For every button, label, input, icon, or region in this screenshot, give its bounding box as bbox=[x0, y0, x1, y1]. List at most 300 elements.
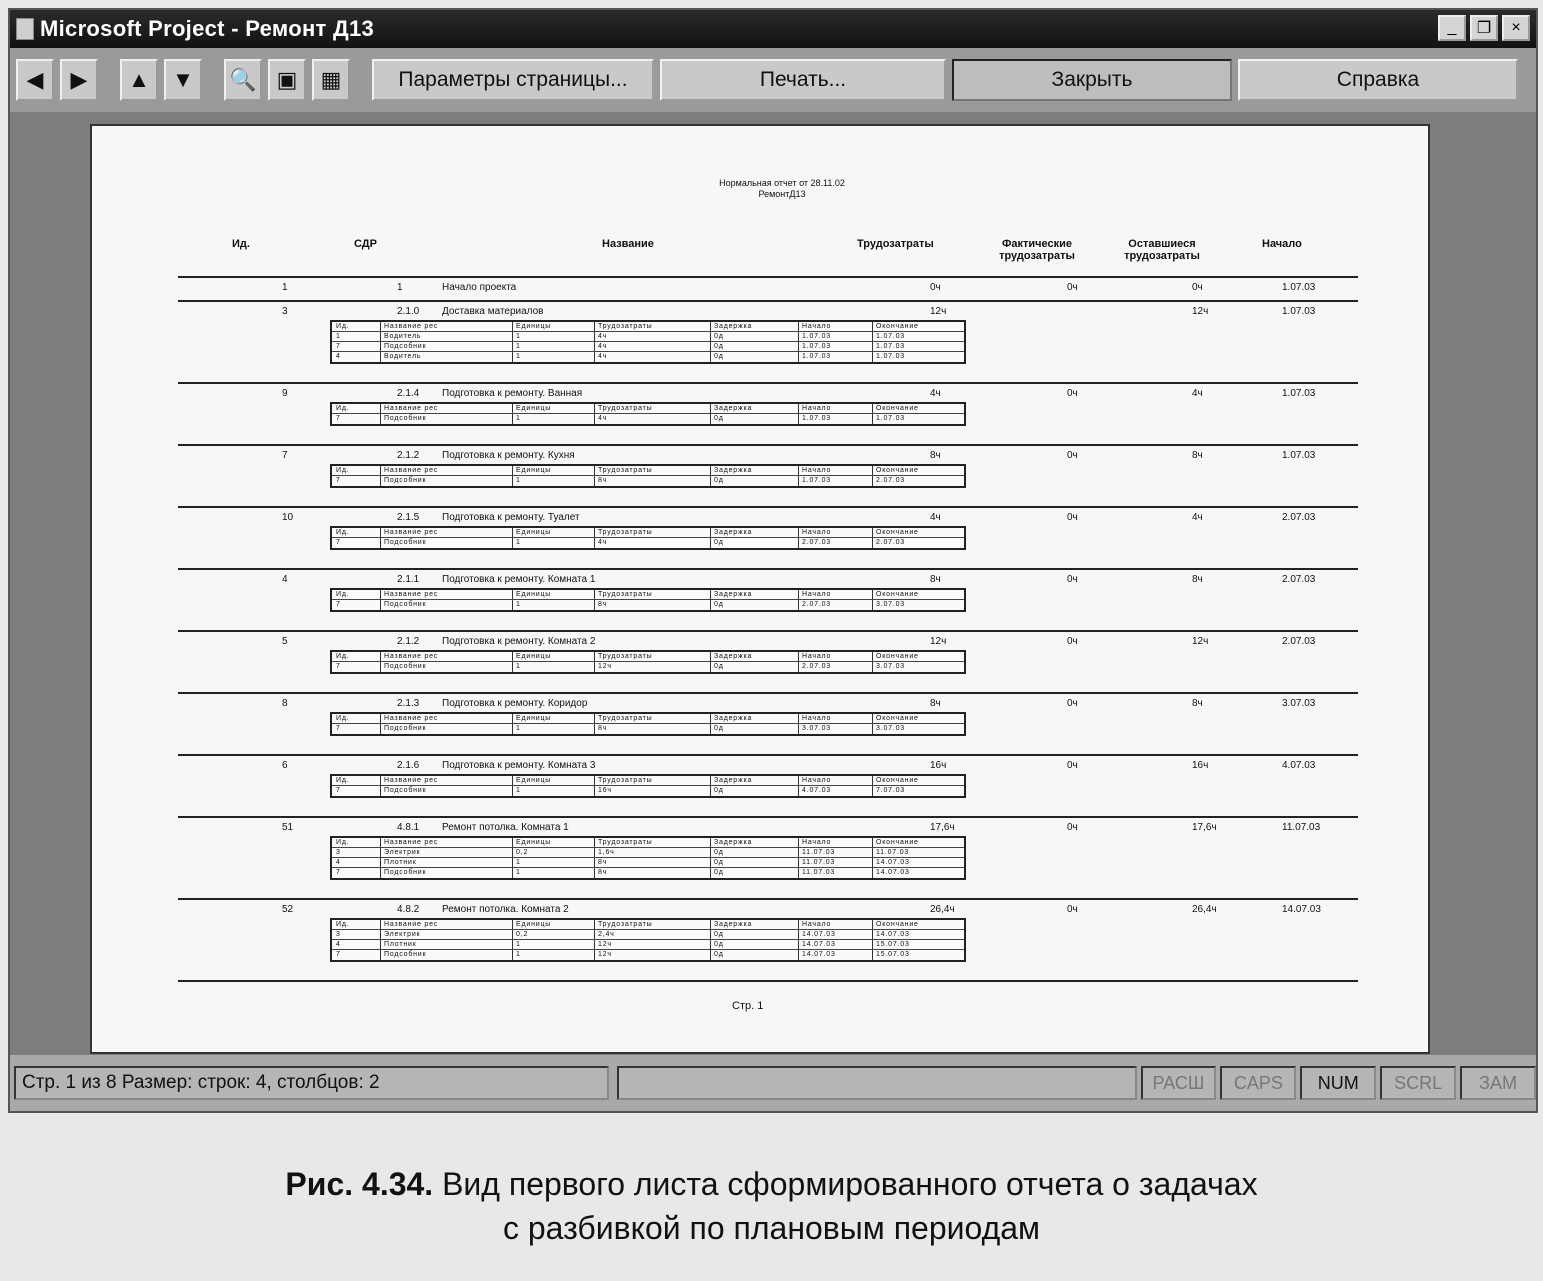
task-work: 0ч bbox=[930, 282, 941, 293]
assignment-cell: 11.07.03 bbox=[802, 859, 836, 866]
page-setup-button[interactable]: Параметры страницы... bbox=[372, 59, 654, 101]
assignment-cell: 14.07.03 bbox=[802, 941, 836, 948]
task-wbs: 2.1.5 bbox=[397, 512, 420, 523]
assignment-cell: Трудозатраты bbox=[598, 777, 653, 784]
assignment-row bbox=[332, 332, 964, 342]
assignment-cell: 2.07.03 bbox=[802, 663, 831, 670]
assignment-table bbox=[330, 918, 966, 962]
header-name: Название bbox=[602, 238, 654, 250]
assignment-cell: Трудозатраты bbox=[598, 715, 653, 722]
assignment-cell: 14.07.03 bbox=[876, 869, 910, 876]
assignment-cell: Ид. bbox=[336, 777, 350, 784]
assignment-header-row bbox=[332, 404, 964, 414]
assignment-cell: Ид. bbox=[336, 653, 350, 660]
task-work: 8ч bbox=[930, 574, 941, 585]
assignment-cell: 0д bbox=[714, 859, 724, 866]
assignment-cell: 1 bbox=[516, 415, 521, 422]
task-wbs: 1 bbox=[397, 282, 403, 293]
task-work: 4ч bbox=[930, 512, 941, 523]
assignment-table bbox=[330, 464, 966, 488]
assignment-header-row bbox=[332, 466, 964, 476]
assignment-cell: Название рес bbox=[384, 653, 439, 660]
assignment-cell: 0д bbox=[714, 787, 724, 794]
assignment-cell: Начало bbox=[802, 839, 832, 846]
header-work: Трудозатраты bbox=[857, 238, 934, 250]
assignment-cell: 0,2 bbox=[516, 849, 529, 856]
assignment-cell: 3.07.03 bbox=[876, 725, 905, 732]
assignment-cell: Ид. bbox=[336, 529, 350, 536]
assignment-cell: Подсобник bbox=[384, 539, 427, 546]
assignment-cell: 1 bbox=[516, 343, 521, 350]
assignment-cell: 0д bbox=[714, 931, 724, 938]
assignment-cell: 1 bbox=[516, 951, 521, 958]
assignment-cell: Задержка bbox=[714, 653, 753, 660]
assignment-header-row bbox=[332, 322, 964, 332]
report-title-line1: Нормальная отчет от 28.11.02 bbox=[719, 178, 845, 188]
assignment-cell: Подсобник bbox=[384, 869, 427, 876]
assignment-row bbox=[332, 538, 964, 547]
task-work: 26,4ч bbox=[930, 904, 955, 915]
indicator-ovr: ЗАМ bbox=[1460, 1066, 1536, 1100]
assignment-cell: Задержка bbox=[714, 839, 753, 846]
assignment-cell: Начало bbox=[802, 323, 832, 330]
task-wbs: 2.1.2 bbox=[397, 636, 420, 647]
header-actual: Фактические трудозатраты bbox=[999, 238, 1075, 262]
assignment-cell: 0д bbox=[714, 333, 724, 340]
assignment-cell: 7 bbox=[336, 343, 341, 350]
assignment-cell: 3.07.03 bbox=[802, 725, 831, 732]
task-remaining: 8ч bbox=[1192, 574, 1203, 585]
assignment-cell: 14.07.03 bbox=[802, 931, 836, 938]
assignment-table bbox=[330, 712, 966, 736]
minimize-button[interactable]: _ bbox=[1438, 15, 1466, 41]
assignment-cell: 3 bbox=[336, 849, 341, 856]
assignment-cell: 7 bbox=[336, 869, 341, 876]
task-actual: 0ч bbox=[1067, 822, 1078, 833]
assignment-row bbox=[332, 662, 964, 671]
caption-line2: с разбивкой по плановым периодам bbox=[502, 1210, 1041, 1246]
task-id: 9 bbox=[282, 388, 288, 399]
assignment-cell: Плотник bbox=[384, 941, 417, 948]
assignment-cell: Название рес bbox=[384, 405, 439, 412]
task-start: 14.07.03 bbox=[1282, 904, 1321, 915]
task-work: 4ч bbox=[930, 388, 941, 399]
assignment-header-row bbox=[332, 652, 964, 662]
assignment-cell: 1 bbox=[516, 663, 521, 670]
assignment-cell: Водитель bbox=[384, 353, 422, 360]
assignment-cell: Название рес bbox=[384, 839, 439, 846]
assignment-cell: Задержка bbox=[714, 777, 753, 784]
assignment-cell: Начало bbox=[802, 405, 832, 412]
assignment-cell: 1 bbox=[516, 787, 521, 794]
app-window bbox=[8, 8, 1538, 1113]
arrow-down-icon[interactable]: ▼ bbox=[164, 59, 202, 101]
assignment-row bbox=[332, 858, 964, 868]
assignment-cell: 2.07.03 bbox=[876, 539, 905, 546]
arrow-left-icon[interactable]: ◀ bbox=[16, 59, 54, 101]
task-id: 8 bbox=[282, 698, 288, 709]
task-separator bbox=[178, 816, 1358, 818]
assignment-cell: Ид. bbox=[336, 467, 350, 474]
task-id: 1 bbox=[282, 282, 288, 293]
task-id: 51 bbox=[282, 822, 294, 833]
assignment-cell: Задержка bbox=[714, 529, 753, 536]
assignment-cell: 1.07.03 bbox=[876, 343, 905, 350]
assignment-cell: 15.07.03 bbox=[876, 951, 910, 958]
caption-line1: Вид первого листа сформированного отчета о задачах bbox=[442, 1166, 1258, 1202]
assignment-cell: Задержка bbox=[714, 715, 753, 722]
assignment-cell: Подсобник bbox=[384, 343, 427, 350]
assignment-row bbox=[332, 724, 964, 733]
assignment-cell: 8ч bbox=[598, 601, 608, 608]
task-remaining: 4ч bbox=[1192, 388, 1203, 399]
assignment-cell: Задержка bbox=[714, 591, 753, 598]
assignment-header-row bbox=[332, 528, 964, 538]
assignment-row bbox=[332, 476, 964, 485]
task-separator bbox=[178, 382, 1358, 384]
print-button[interactable]: Печать... bbox=[660, 59, 946, 101]
status-bar bbox=[10, 1055, 1536, 1111]
restore-button[interactable]: ❐ bbox=[1470, 15, 1498, 41]
task-remaining: 8ч bbox=[1192, 450, 1203, 461]
assignment-cell: 3 bbox=[336, 931, 341, 938]
assignment-cell: 4 bbox=[336, 941, 341, 948]
assignment-header-row bbox=[332, 590, 964, 600]
task-actual: 0ч bbox=[1067, 574, 1078, 585]
indicator-caps: CAPS bbox=[1220, 1066, 1296, 1100]
assignment-cell: Единицы bbox=[516, 405, 552, 412]
task-work: 8ч bbox=[930, 450, 941, 461]
assignment-cell: Название рес bbox=[384, 467, 439, 474]
indicator-ext: РАСШ bbox=[1141, 1066, 1217, 1100]
assignment-cell: 11.07.03 bbox=[802, 869, 836, 876]
assignment-cell: Ид. bbox=[336, 405, 350, 412]
task-remaining: 12ч bbox=[1192, 636, 1209, 647]
task-work: 16ч bbox=[930, 760, 947, 771]
task-start: 1.07.03 bbox=[1282, 282, 1316, 293]
assignment-cell: Подсобник bbox=[384, 415, 427, 422]
task-separator bbox=[178, 692, 1358, 694]
assignment-cell: 2.07.03 bbox=[876, 477, 905, 484]
preview-area[interactable] bbox=[10, 112, 1536, 1055]
assignment-cell: 0д bbox=[714, 353, 724, 360]
task-work: 17,6ч bbox=[930, 822, 955, 833]
assignment-cell: 1 bbox=[516, 601, 521, 608]
assignment-row bbox=[332, 848, 964, 858]
task-work: 8ч bbox=[930, 698, 941, 709]
header-wbs: СДР bbox=[354, 238, 377, 250]
assignment-cell: Ид. bbox=[336, 921, 350, 928]
assignment-cell: 4ч bbox=[598, 333, 608, 340]
assignment-cell: Единицы bbox=[516, 323, 552, 330]
assignment-cell: Трудозатраты bbox=[598, 529, 653, 536]
multi-page-icon[interactable]: ▦ bbox=[312, 59, 350, 101]
task-name: Ремонт потолка. Комната 2 bbox=[442, 904, 569, 915]
assignment-cell: Единицы bbox=[516, 715, 552, 722]
arrow-up-icon[interactable]: ▲ bbox=[120, 59, 158, 101]
report-page bbox=[90, 124, 1430, 1054]
assignment-cell: Единицы bbox=[516, 653, 552, 660]
assignment-cell: Подсобник bbox=[384, 787, 427, 794]
task-work: 12ч bbox=[930, 306, 947, 317]
assignment-cell: Окончание bbox=[876, 529, 919, 536]
assignment-cell: Водитель bbox=[384, 333, 422, 340]
assignment-cell: 7 bbox=[336, 539, 341, 546]
assignment-cell: Трудозатраты bbox=[598, 921, 653, 928]
assignment-table bbox=[330, 588, 966, 612]
assignment-cell: 7 bbox=[336, 787, 341, 794]
task-separator bbox=[178, 276, 1358, 278]
assignment-cell: Единицы bbox=[516, 467, 552, 474]
task-start: 2.07.03 bbox=[1282, 636, 1316, 647]
assignment-cell: 4ч bbox=[598, 343, 608, 350]
assignment-cell: Ид. bbox=[336, 715, 350, 722]
assignment-cell: 1.07.03 bbox=[802, 415, 831, 422]
assignment-header-row bbox=[332, 714, 964, 724]
assignment-row bbox=[332, 786, 964, 795]
assignment-cell: Трудозатраты bbox=[598, 839, 653, 846]
assignment-cell: Название рес bbox=[384, 921, 439, 928]
task-start: 1.07.03 bbox=[1282, 450, 1316, 461]
assignment-table bbox=[330, 402, 966, 426]
task-id: 7 bbox=[282, 450, 288, 461]
assignment-cell: 4ч bbox=[598, 539, 608, 546]
assignment-cell: Окончание bbox=[876, 715, 919, 722]
task-wbs: 2.1.6 bbox=[397, 760, 420, 771]
window-title: Microsoft Project - Ремонт Д13 bbox=[40, 16, 375, 41]
assignment-cell: Начало bbox=[802, 715, 832, 722]
assignment-cell: 1,6ч bbox=[598, 849, 615, 856]
assignment-cell: 0д bbox=[714, 941, 724, 948]
task-name: Подготовка к ремонту. Коридор bbox=[442, 698, 588, 709]
assignment-cell: Единицы bbox=[516, 591, 552, 598]
assignment-cell: Подсобник bbox=[384, 951, 427, 958]
assignment-cell: 14.07.03 bbox=[876, 859, 910, 866]
assignment-cell: 0д bbox=[714, 477, 724, 484]
task-name: Подготовка к ремонту. Комната 3 bbox=[442, 760, 596, 771]
report-title-line2: РемонтД13 bbox=[758, 189, 806, 199]
assignment-cell: 0д bbox=[714, 951, 724, 958]
assignment-cell: 2,4ч bbox=[598, 931, 615, 938]
assignment-table bbox=[330, 320, 966, 364]
assignment-cell: 7.07.03 bbox=[876, 787, 905, 794]
assignment-cell: 1.07.03 bbox=[802, 353, 831, 360]
help-button[interactable]: Справка bbox=[1238, 59, 1518, 101]
close-window-button[interactable]: × bbox=[1502, 15, 1530, 41]
report-end-line bbox=[178, 980, 1358, 982]
task-work: 12ч bbox=[930, 636, 947, 647]
page-number: Стр. 1 bbox=[732, 1000, 764, 1012]
task-id: 3 bbox=[282, 306, 288, 317]
assignment-cell: Плотник bbox=[384, 859, 417, 866]
assignment-cell: Окончание bbox=[876, 921, 919, 928]
task-actual: 0ч bbox=[1067, 388, 1078, 399]
assignment-cell: Единицы bbox=[516, 777, 552, 784]
task-remaining: 16ч bbox=[1192, 760, 1209, 771]
assignment-cell: 0д bbox=[714, 415, 724, 422]
title-bar bbox=[10, 10, 1536, 48]
one-page-icon[interactable]: ▣ bbox=[268, 59, 306, 101]
task-remaining: 12ч bbox=[1192, 306, 1209, 317]
assignment-cell: Подсобник bbox=[384, 663, 427, 670]
assignment-row bbox=[332, 352, 964, 361]
task-name: Подготовка к ремонту. Туалет bbox=[442, 512, 580, 523]
task-id: 10 bbox=[282, 512, 294, 523]
task-start: 2.07.03 bbox=[1282, 574, 1316, 585]
task-start: 3.07.03 bbox=[1282, 698, 1316, 709]
assignment-table bbox=[330, 650, 966, 674]
assignment-cell: Подсобник bbox=[384, 477, 427, 484]
assignment-cell: 1.07.03 bbox=[802, 343, 831, 350]
assignment-cell: 14.07.03 bbox=[876, 931, 910, 938]
assignment-cell: 3.07.03 bbox=[876, 601, 905, 608]
assignment-cell: Название рес bbox=[384, 591, 439, 598]
assignment-cell: 7 bbox=[336, 601, 341, 608]
assignment-cell: 12ч bbox=[598, 941, 612, 948]
assignment-cell: Ид. bbox=[336, 323, 350, 330]
assignment-cell: 4ч bbox=[598, 353, 608, 360]
task-remaining: 26,4ч bbox=[1192, 904, 1217, 915]
assignment-cell: Трудозатраты bbox=[598, 405, 653, 412]
assignment-cell: 2.07.03 bbox=[802, 539, 831, 546]
task-wbs: 4.8.1 bbox=[397, 822, 420, 833]
task-name: Подготовка к ремонту. Комната 2 bbox=[442, 636, 596, 647]
assignment-cell: 12ч bbox=[598, 663, 612, 670]
assignment-cell: Начало bbox=[802, 529, 832, 536]
assignment-cell: 0д bbox=[714, 663, 724, 670]
task-name: Доставка материалов bbox=[442, 306, 544, 317]
assignment-cell: Начало bbox=[802, 777, 832, 784]
task-name: Подготовка к ремонту. Ванная bbox=[442, 388, 583, 399]
assignment-row bbox=[332, 600, 964, 609]
assignment-cell: 1.07.03 bbox=[876, 415, 905, 422]
assignment-cell: Окончание bbox=[876, 653, 919, 660]
assignment-header-row bbox=[332, 920, 964, 930]
assignment-cell: Трудозатраты bbox=[598, 653, 653, 660]
assignment-cell: 0,2 bbox=[516, 931, 529, 938]
assignment-cell: Трудозатраты bbox=[598, 323, 653, 330]
assignment-cell: 1.07.03 bbox=[876, 333, 905, 340]
task-remaining: 4ч bbox=[1192, 512, 1203, 523]
task-name: Ремонт потолка. Комната 1 bbox=[442, 822, 569, 833]
header-start: Начало bbox=[1262, 238, 1302, 250]
assignment-cell: 1 bbox=[516, 859, 521, 866]
indicator-num: NUM bbox=[1300, 1066, 1376, 1100]
arrow-right-icon[interactable]: ▶ bbox=[60, 59, 98, 101]
assignment-cell: 0д bbox=[714, 343, 724, 350]
assignment-cell: 11.07.03 bbox=[802, 849, 836, 856]
task-remaining: 0ч bbox=[1192, 282, 1203, 293]
assignment-cell: 0д bbox=[714, 849, 724, 856]
assignment-cell: 4 bbox=[336, 353, 341, 360]
task-start: 4.07.03 bbox=[1282, 760, 1316, 771]
task-name: Подготовка к ремонту. Комната 1 bbox=[442, 574, 596, 585]
assignment-cell: Задержка bbox=[714, 405, 753, 412]
task-wbs: 2.1.2 bbox=[397, 450, 420, 461]
assignment-cell: 15.07.03 bbox=[876, 941, 910, 948]
assignment-cell: 8ч bbox=[598, 725, 608, 732]
app-icon bbox=[16, 18, 34, 40]
assignment-cell: Ид. bbox=[336, 591, 350, 598]
assignment-cell: Трудозатраты bbox=[598, 467, 653, 474]
assignment-row bbox=[332, 950, 964, 959]
task-separator bbox=[178, 300, 1358, 302]
task-separator bbox=[178, 444, 1358, 446]
assignment-row bbox=[332, 414, 964, 423]
task-id: 52 bbox=[282, 904, 294, 915]
assignment-cell: Задержка bbox=[714, 921, 753, 928]
indicator-scrl: SCRL bbox=[1380, 1066, 1456, 1100]
task-separator bbox=[178, 898, 1358, 900]
task-separator bbox=[178, 568, 1358, 570]
assignment-header-row bbox=[332, 838, 964, 848]
task-actual: 0ч bbox=[1067, 904, 1078, 915]
header-id: Ид. bbox=[232, 238, 250, 250]
assignment-cell: 8ч bbox=[598, 869, 608, 876]
assignment-table bbox=[330, 526, 966, 550]
task-name: Начало проекта bbox=[442, 282, 517, 293]
assignment-cell: Задержка bbox=[714, 323, 753, 330]
assignment-cell: Электрик bbox=[384, 931, 421, 938]
assignment-cell: 1.07.03 bbox=[802, 333, 831, 340]
task-actual: 0ч bbox=[1067, 512, 1078, 523]
toolbar bbox=[10, 48, 1536, 112]
figure-caption bbox=[0, 1162, 1543, 1250]
assignment-cell: Окончание bbox=[876, 839, 919, 846]
assignment-cell: 1 bbox=[516, 869, 521, 876]
assignment-cell: 1 bbox=[516, 353, 521, 360]
assignment-cell: Название рес bbox=[384, 715, 439, 722]
assignment-cell: 1 bbox=[516, 477, 521, 484]
task-actual: 0ч bbox=[1067, 282, 1078, 293]
assignment-cell: Начало bbox=[802, 591, 832, 598]
task-wbs: 2.1.0 bbox=[397, 306, 420, 317]
task-separator bbox=[178, 754, 1358, 756]
assignment-cell: 11.07.03 bbox=[876, 849, 910, 856]
task-remaining: 17,6ч bbox=[1192, 822, 1217, 833]
assignment-cell: 0д bbox=[714, 725, 724, 732]
assignment-cell: Подсобник bbox=[384, 601, 427, 608]
assignment-cell: 0д bbox=[714, 601, 724, 608]
assignment-cell: 1 bbox=[516, 539, 521, 546]
assignment-cell: 4.07.03 bbox=[802, 787, 831, 794]
task-actual: 0ч bbox=[1067, 450, 1078, 461]
assignment-header-row bbox=[332, 776, 964, 786]
assignment-cell: Окончание bbox=[876, 405, 919, 412]
assignment-cell: 2.07.03 bbox=[802, 601, 831, 608]
assignment-cell: Название рес bbox=[384, 777, 439, 784]
assignment-cell: 7 bbox=[336, 663, 341, 670]
assignment-cell: Окончание bbox=[876, 467, 919, 474]
close-button[interactable]: Закрыть bbox=[952, 59, 1232, 101]
assignment-row bbox=[332, 930, 964, 940]
assignment-cell: Единицы bbox=[516, 529, 552, 536]
zoom-icon[interactable]: 🔍 bbox=[224, 59, 262, 101]
assignment-table bbox=[330, 836, 966, 880]
assignment-cell: Электрик bbox=[384, 849, 421, 856]
task-actual: 0ч bbox=[1067, 698, 1078, 709]
task-start: 2.07.03 bbox=[1282, 512, 1316, 523]
report-title bbox=[652, 178, 912, 200]
assignment-cell: Название рес bbox=[384, 529, 439, 536]
assignment-cell: 7 bbox=[336, 951, 341, 958]
assignment-cell: 0д bbox=[714, 869, 724, 876]
assignment-cell: Трудозатраты bbox=[598, 591, 653, 598]
task-wbs: 2.1.4 bbox=[397, 388, 420, 399]
task-start: 1.07.03 bbox=[1282, 388, 1316, 399]
assignment-cell: Ид. bbox=[336, 839, 350, 846]
assignment-cell: 1 bbox=[516, 725, 521, 732]
